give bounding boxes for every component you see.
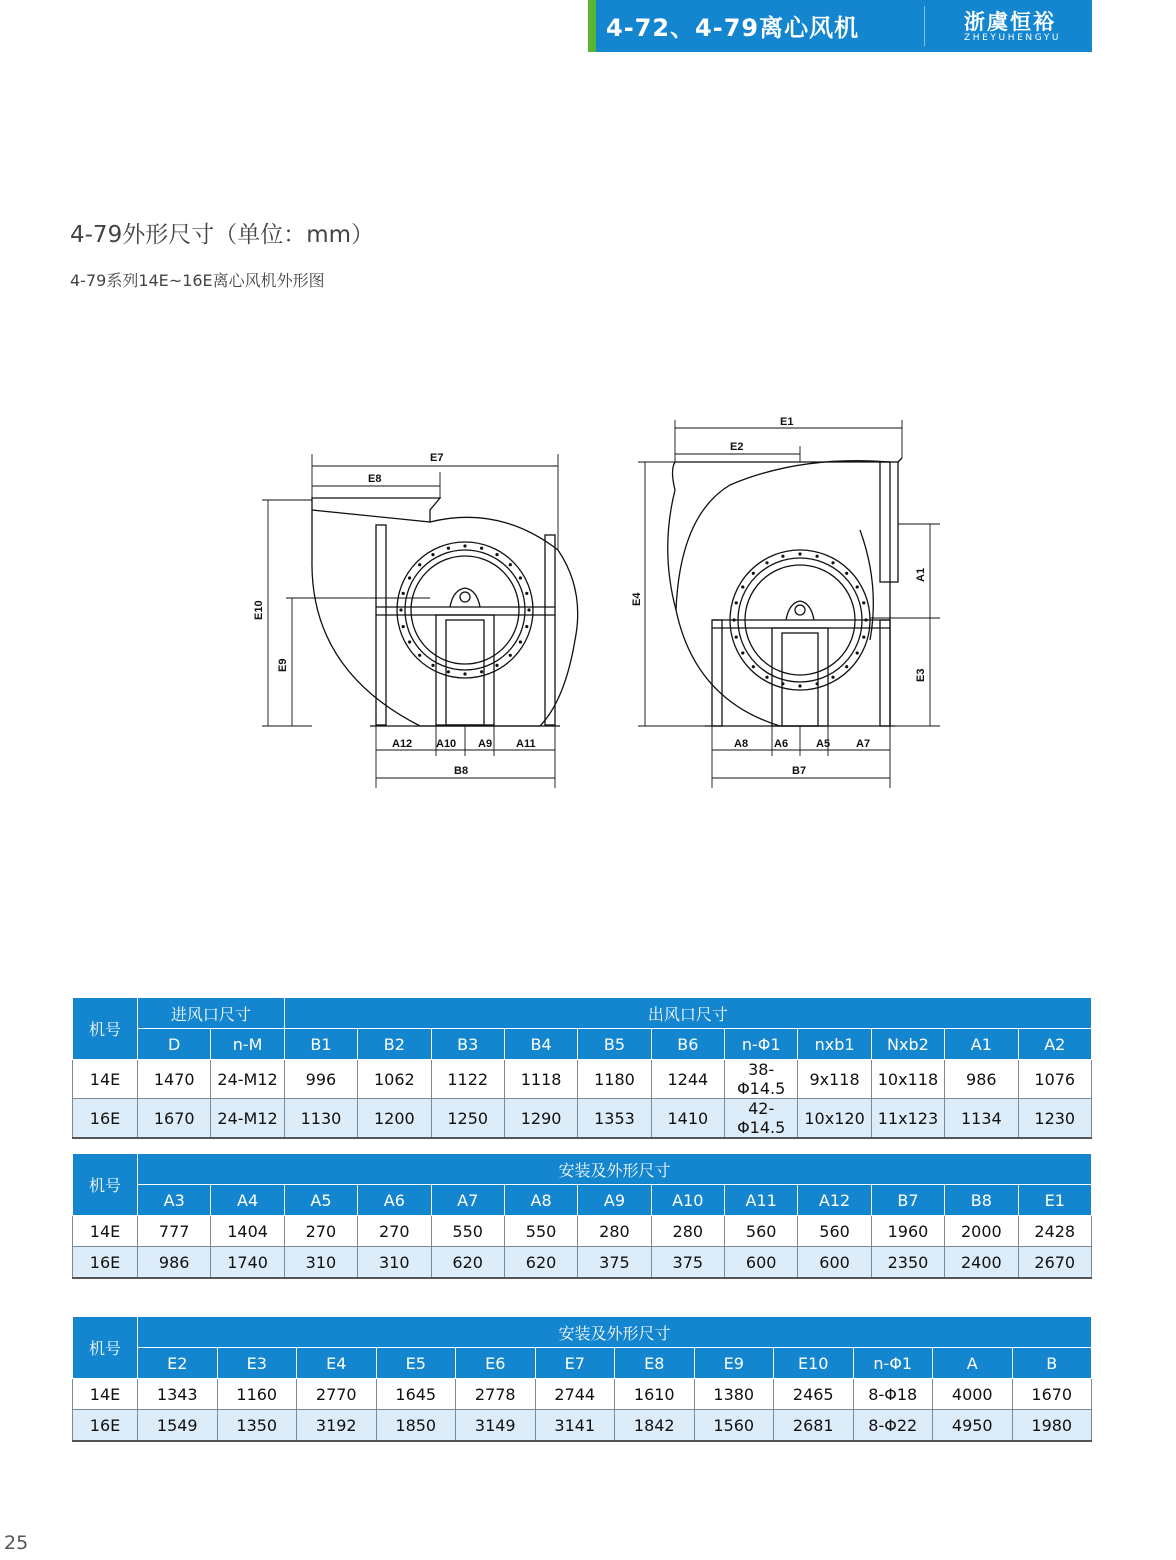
- bolt-hole: [519, 640, 522, 643]
- table-cell: 4000: [933, 1379, 1013, 1410]
- dim-label-e7: E7: [430, 452, 444, 464]
- table-cell: 1180: [578, 1060, 651, 1099]
- dim-label-a6: A6: [774, 738, 789, 750]
- group-header: 安装及外形尺寸: [138, 1317, 1092, 1348]
- column-header: A11: [725, 1185, 798, 1216]
- table-cell: 550: [504, 1216, 577, 1247]
- bolt-hole: [447, 670, 450, 673]
- table-cell: 1980: [1012, 1410, 1092, 1442]
- bolt-hole: [735, 636, 738, 639]
- table-row: [73, 1099, 1092, 1139]
- table-cell: 2770: [297, 1379, 377, 1410]
- table-cell: 1130: [284, 1099, 357, 1139]
- table-cell: 280: [651, 1216, 724, 1247]
- table-cell: 1160: [217, 1379, 297, 1410]
- bolt-hole: [862, 636, 865, 639]
- page-header-title: 4-72、4-79离心风机: [606, 14, 860, 42]
- column-header: A10: [651, 1185, 724, 1216]
- column-header: A5: [284, 1185, 357, 1216]
- table-cell: 280: [578, 1216, 651, 1247]
- table-cell: 1410: [651, 1099, 724, 1139]
- column-header: A12: [798, 1185, 871, 1216]
- bolt-hole: [741, 585, 744, 588]
- table-cell: 24-M12: [211, 1099, 284, 1139]
- table-cell: 1645: [376, 1379, 456, 1410]
- dim-label-e9: E9: [277, 658, 289, 672]
- column-header: E5: [376, 1348, 456, 1379]
- column-header: n-Φ1: [853, 1348, 933, 1379]
- column-header: A1: [945, 1029, 1018, 1060]
- table-cell: 2000: [945, 1216, 1018, 1247]
- column-header: B3: [431, 1029, 504, 1060]
- table-row: [73, 1410, 1092, 1442]
- bolt-hole: [509, 654, 512, 657]
- group-header: 出风口尺寸: [284, 998, 1091, 1029]
- table-cell: 1404: [211, 1216, 284, 1247]
- dim-label-a11: A11: [516, 738, 536, 750]
- bolt-hole: [431, 553, 434, 556]
- dim-label-a9: A9: [478, 738, 493, 750]
- header-divider: [924, 6, 925, 46]
- table-cell: 24-M12: [211, 1060, 284, 1099]
- bolt-hole: [752, 665, 755, 668]
- column-header: B8: [945, 1185, 1018, 1216]
- bolt-hole: [399, 608, 402, 611]
- spec-table-inlet-outlet: [72, 997, 1092, 1139]
- table-cell: 1960: [871, 1216, 944, 1247]
- fan-front-view-right: [668, 458, 902, 726]
- spec-table-install-2: [72, 1316, 1092, 1442]
- table-cell: 560: [798, 1216, 871, 1247]
- table-cell: 1343: [138, 1379, 218, 1410]
- bolt-hole: [408, 640, 411, 643]
- table-cell: 1122: [431, 1060, 504, 1099]
- table-cell: 1549: [138, 1410, 218, 1442]
- table-cell: 1560: [694, 1410, 774, 1442]
- dim-label-e2: E2: [730, 441, 744, 453]
- column-header: E4: [297, 1348, 377, 1379]
- group-header: 安装及外形尺寸: [138, 1154, 1092, 1185]
- table-cell: 16E: [73, 1410, 138, 1442]
- bolt-hole: [741, 651, 744, 654]
- table-cell: 14E: [73, 1216, 138, 1247]
- table-cell: 1842: [615, 1410, 695, 1442]
- table-cell: 3149: [456, 1410, 536, 1442]
- table-cell: 1134: [945, 1099, 1018, 1139]
- bolt-hole: [856, 651, 859, 654]
- bolt-hole: [402, 592, 405, 595]
- column-header: B2: [358, 1029, 431, 1060]
- table-cell: 1850: [376, 1410, 456, 1442]
- table-cell: 777: [138, 1216, 211, 1247]
- column-header: B7: [871, 1185, 944, 1216]
- column-header: B4: [504, 1029, 577, 1060]
- bolt-hole: [798, 684, 801, 687]
- table-cell: 1076: [1018, 1060, 1092, 1099]
- bolt-hole: [418, 563, 421, 566]
- table-cell: 11x123: [871, 1099, 944, 1139]
- column-header: A9: [578, 1185, 651, 1216]
- table-cell: 560: [725, 1216, 798, 1247]
- column-header: E9: [694, 1348, 774, 1379]
- bolt-hole: [509, 563, 512, 566]
- table-cell: 996: [284, 1060, 357, 1099]
- bolt-hole: [765, 676, 768, 679]
- table-cell: 986: [138, 1247, 211, 1279]
- table-cell: 14E: [73, 1060, 138, 1099]
- bolt-hole: [480, 670, 483, 673]
- bolt-hole: [856, 585, 859, 588]
- table-cell: 16E: [73, 1247, 138, 1279]
- column-header: n-Φ1: [725, 1029, 798, 1060]
- column-header: E1: [1018, 1185, 1092, 1216]
- dim-label-b7: B7: [792, 765, 807, 777]
- table-cell: 2670: [1018, 1247, 1092, 1279]
- column-header: A3: [138, 1185, 211, 1216]
- table-cell: 1610: [615, 1379, 695, 1410]
- table-cell: 270: [358, 1216, 431, 1247]
- section-subtitle: 4-79系列14E~16E离心风机外形图: [70, 271, 325, 290]
- bolt-hole: [525, 592, 528, 595]
- table-cell: 1670: [1012, 1379, 1092, 1410]
- table-cell: 1290: [504, 1099, 577, 1139]
- table-cell: 10x120: [798, 1099, 871, 1139]
- table-cell: 310: [284, 1247, 357, 1279]
- table-row: [73, 1379, 1092, 1410]
- column-header: B1: [284, 1029, 357, 1060]
- column-header: A2: [1018, 1029, 1092, 1060]
- column-header: nxb1: [798, 1029, 871, 1060]
- dim-label-e1: E1: [780, 416, 794, 428]
- machine-number-header: 机号: [73, 998, 138, 1060]
- column-header: B: [1012, 1348, 1092, 1379]
- bolt-hole: [816, 682, 819, 685]
- column-header: E10: [774, 1348, 854, 1379]
- bolt-hole: [463, 544, 466, 547]
- table-cell: 1380: [694, 1379, 774, 1410]
- table-cell: 600: [798, 1247, 871, 1279]
- table-cell: 3141: [535, 1410, 615, 1442]
- bolt-hole: [831, 561, 834, 564]
- column-header: E7: [535, 1348, 615, 1379]
- bolt-hole: [864, 618, 867, 621]
- table-cell: 1470: [138, 1060, 211, 1099]
- dim-label-a8: A8: [734, 738, 749, 750]
- column-header: n-M: [211, 1029, 284, 1060]
- table-cell: 1350: [217, 1410, 297, 1442]
- table-row: [73, 1060, 1092, 1099]
- table-cell: 16E: [73, 1099, 138, 1139]
- bolt-hole: [525, 625, 528, 628]
- bolt-hole: [845, 572, 848, 575]
- dim-label-a1: A1: [915, 567, 927, 582]
- dim-label-a10: A10: [436, 738, 457, 750]
- brand-name: 浙虞恒裕: [964, 9, 1056, 34]
- bolt-hole: [845, 665, 848, 668]
- dim-label-b8: B8: [454, 765, 469, 777]
- table-cell: 1230: [1018, 1099, 1092, 1139]
- table-cell: 1062: [358, 1060, 431, 1099]
- group-header: 进风口尺寸: [138, 998, 285, 1029]
- column-header: E3: [217, 1348, 297, 1379]
- table-cell: 1118: [504, 1060, 577, 1099]
- header-accent: [588, 0, 596, 52]
- bolt-hole: [732, 618, 735, 621]
- bolt-hole: [447, 547, 450, 550]
- dim-label-a12: A12: [392, 738, 413, 750]
- table-cell: 620: [504, 1247, 577, 1279]
- table-cell: 1244: [651, 1060, 724, 1099]
- bolt-hole: [402, 625, 405, 628]
- table-cell: 4950: [933, 1410, 1013, 1442]
- column-header: E8: [615, 1348, 695, 1379]
- table-cell: 2465: [774, 1379, 854, 1410]
- column-header: A4: [211, 1185, 284, 1216]
- bolt-hole: [862, 601, 865, 604]
- fan-outline-drawing: [240, 410, 927, 800]
- column-header: A8: [504, 1185, 577, 1216]
- bolt-hole: [495, 664, 498, 667]
- table-cell: 9x118: [798, 1060, 871, 1099]
- bolt-holes: [399, 544, 867, 687]
- table-cell: 550: [431, 1216, 504, 1247]
- page-number: 25: [4, 1532, 29, 1554]
- table-cell: 8-Φ22: [853, 1410, 933, 1442]
- table-row: [73, 1216, 1092, 1247]
- table-cell: 375: [578, 1247, 651, 1279]
- table-cell: 14E: [73, 1379, 138, 1410]
- bolt-hole: [480, 547, 483, 550]
- table-cell: 38-Φ14.5: [725, 1060, 798, 1099]
- machine-number-header: 机号: [73, 1317, 138, 1379]
- bolt-hole: [418, 654, 421, 657]
- table-cell: 2744: [535, 1379, 615, 1410]
- table-cell: 3192: [297, 1410, 377, 1442]
- column-header: B6: [651, 1029, 724, 1060]
- table-cell: 270: [284, 1216, 357, 1247]
- dimension-lines: [262, 420, 940, 788]
- dim-label-a5: A5: [816, 738, 831, 750]
- bolt-hole: [765, 561, 768, 564]
- spec-table-install-1: [72, 1153, 1092, 1279]
- table-cell: 310: [358, 1247, 431, 1279]
- table-cell: 2681: [774, 1410, 854, 1442]
- column-header: D: [138, 1029, 211, 1060]
- column-header: B5: [578, 1029, 651, 1060]
- table-cell: 1200: [358, 1099, 431, 1139]
- bolt-hole: [408, 576, 411, 579]
- machine-number-header: 机号: [73, 1154, 138, 1216]
- table-cell: 1353: [578, 1099, 651, 1139]
- dim-label-a7: A7: [856, 738, 871, 750]
- bolt-hole: [781, 555, 784, 558]
- bolt-hole: [781, 682, 784, 685]
- column-header: Nxb2: [871, 1029, 944, 1060]
- table-cell: 1250: [431, 1099, 504, 1139]
- bolt-hole: [431, 664, 434, 667]
- fan-side-view-left: [312, 498, 578, 726]
- section-title: 4-79外形尺寸（单位：mm）: [70, 222, 375, 248]
- bolt-hole: [495, 553, 498, 556]
- table-row: [73, 1247, 1092, 1279]
- brand-name-en: ZHEYUHENGYU: [964, 33, 1062, 43]
- bolt-hole: [752, 572, 755, 575]
- table-cell: 986: [945, 1060, 1018, 1099]
- table-cell: 1740: [211, 1247, 284, 1279]
- column-header: E6: [456, 1348, 536, 1379]
- bolt-hole: [463, 672, 466, 675]
- table-cell: 2350: [871, 1247, 944, 1279]
- table-cell: 600: [725, 1247, 798, 1279]
- dim-label-e3: E3: [915, 668, 927, 682]
- dim-label-e4: E4: [631, 592, 643, 606]
- bolt-hole: [816, 555, 819, 558]
- column-header: A7: [431, 1185, 504, 1216]
- table-cell: 42-Φ14.5: [725, 1099, 798, 1139]
- table-cell: 2428: [1018, 1216, 1092, 1247]
- bolt-hole: [735, 601, 738, 604]
- bolt-hole: [798, 552, 801, 555]
- column-header: E2: [138, 1348, 218, 1379]
- column-header: A6: [358, 1185, 431, 1216]
- dim-label-e8: E8: [368, 473, 382, 485]
- table-cell: 620: [431, 1247, 504, 1279]
- dim-label-e10: E10: [253, 600, 265, 620]
- table-cell: 375: [651, 1247, 724, 1279]
- bolt-hole: [527, 608, 530, 611]
- table-cell: 2778: [456, 1379, 536, 1410]
- table-cell: 10x118: [871, 1060, 944, 1099]
- table-cell: 8-Φ18: [853, 1379, 933, 1410]
- bolt-hole: [519, 576, 522, 579]
- bolt-hole: [831, 676, 834, 679]
- column-header: A: [933, 1348, 1013, 1379]
- table-cell: 1670: [138, 1099, 211, 1139]
- table-cell: 2400: [945, 1247, 1018, 1279]
